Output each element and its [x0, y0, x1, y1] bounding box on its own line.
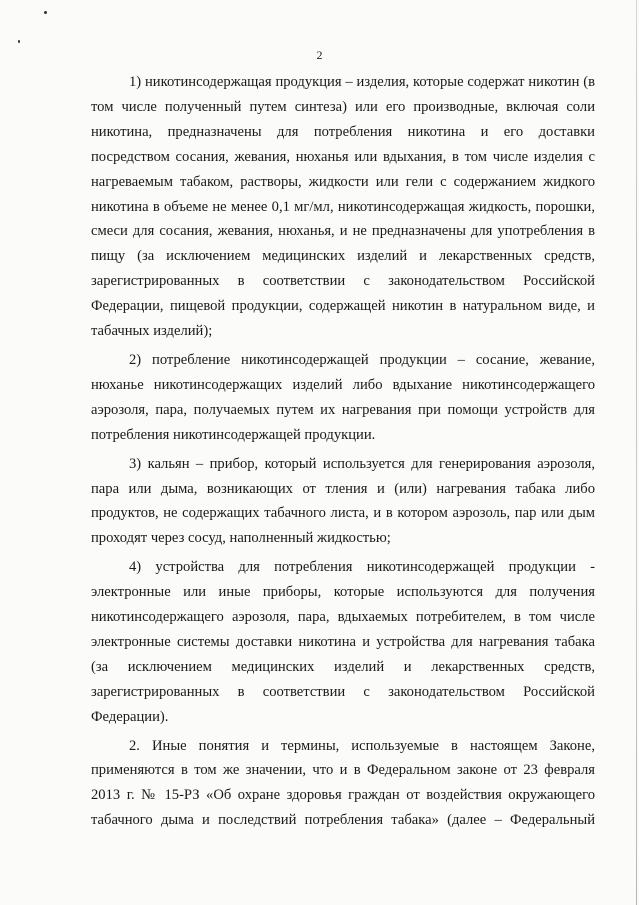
scan-speck: [18, 40, 20, 43]
page-number: 2: [316, 48, 323, 62]
scan-speck: [44, 11, 47, 14]
definition-paragraph-3: 3) кальян – прибор, который используется для генерирования аэрозоля, пара или дыма, возникающих от тления и (или) нагревания табака либо продуктов, не содержащих табачного листа, и в котором аэрозоль, пар или дым проходят через сосуд, наполненный жидкостью;: [91, 455, 595, 547]
article-paragraph-2: 2. Иные понятия и термины, используемые в настоящем Законе, применяются в том же значении, что и в Федеральном законе от 23 февраля 2013 г. № 15-РЗ «Об охране здоровья граждан от воздействия окружающего табачного дыма и последствий потребления табака» (далее – Федеральный: [91, 737, 595, 829]
definition-paragraph-2: 2) потребление никотинсодержащей продукции – сосание, жевание, нюханье никотинсодержащих изделий либо вдыхание никотинсодержащего аэрозоля, пара, получаемых путем их нагревания при помощи устройств для потребления никотинсодержащей продукции.: [91, 351, 595, 443]
scan-edge: [636, 0, 637, 905]
document-body: [91, 70, 595, 833]
definition-paragraph-1: 1) никотинсодержащая продукция – изделия, которые содержат никотин (в том числе полученный путем синтеза) или его производные, включая соли никотина, предназначены для потребления никотина и его доставки посредством сосания, жевания, нюханья или вдыхания, в том числе изделия с нагреваемым табаком, растворы, жидкости или гели с содержанием жидкого никотина в объеме не менее 0,1 мг/мл, никотинсодержащая жидкость, порошки, смеси для сосания, жевания, нюханья, и не предназначены для употребления в пищу (за исключением медицинских изделий и лекарственных средств, зарегистрированных в соответствии с законодательством Российской Федерации, пищевой продукции, содержащей никотин в натуральном виде, и табачных изделий);: [91, 74, 595, 340]
definition-paragraph-4: 4) устройства для потребления никотинсодержащей продукции - электронные или иные приборы, которые используются для получения никотинсодержащего аэрозоля, пара, вдыхаемых потребителем, в том числе электронные системы доставки никотина и устройства для нагревания табака (за исключением медицинских изделий и лекарственных средств, зарегистрированных в соответствии с законодательством Российской Федерации).: [91, 559, 595, 725]
